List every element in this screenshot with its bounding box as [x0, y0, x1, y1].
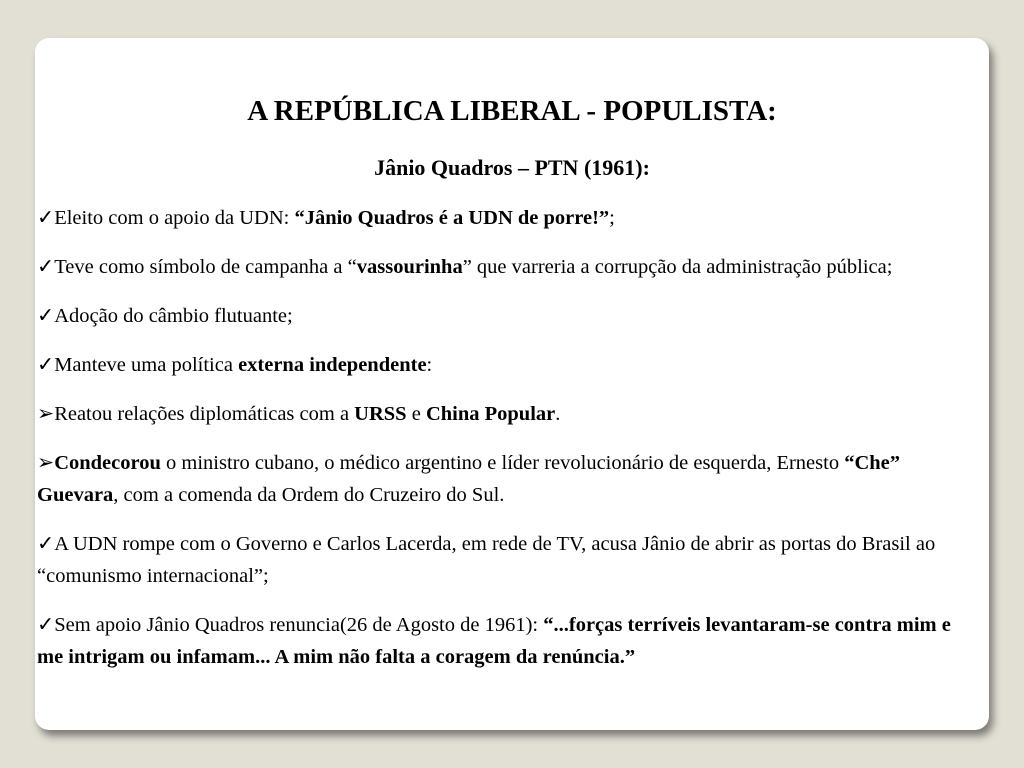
slide-title: A REPÚBLICA LIBERAL - POPULISTA:	[247, 95, 777, 127]
slide	[35, 38, 989, 730]
check-icon: ✓	[37, 305, 55, 327]
list-item: ✓Sem apoio Jânio Quadros renuncia(26 de Agosto de 1961): “...forças terríveis levantaram-se contra mim e me intrigam ou infamam... A mim não falta a coragem da renúncia.”	[37, 614, 951, 668]
list-item: ✓Manteve uma política externa independente:	[37, 354, 433, 376]
bullet-list	[37, 202, 977, 690]
list-item: ✓A UDN rompe com o Governo e Carlos Lacerda, em rede de TV, acusa Jânio de abrir as portas do Brasil ao “comunismo internacional”;	[37, 533, 936, 587]
arrow-icon: ➢	[37, 452, 55, 474]
list-item: ✓Adoção do câmbio flutuante;	[37, 305, 293, 327]
check-icon: ✓	[37, 354, 55, 376]
sub-list-item: ➢Condecorou o ministro cubano, o médico argentino e líder revolucionário de esquerda, Ernesto “Che” Guevara, com a comenda da Ordem do Cruzeiro do Sul.	[37, 452, 901, 506]
check-icon: ✓	[37, 207, 55, 229]
list-item: ✓Eleito com o apoio da UDN: “Jânio Quadros é a UDN de porre!”;	[37, 207, 615, 229]
check-icon: ✓	[37, 533, 55, 555]
list-item: ✓Teve como símbolo de campanha a “vassourinha” que varreria a corrupção da administração pública;	[37, 256, 893, 278]
check-icon: ✓	[37, 614, 55, 636]
sub-list-item: ➢Reatou relações diplomáticas com a URSS e China Popular.	[37, 403, 561, 425]
arrow-icon: ➢	[37, 403, 55, 425]
check-icon: ✓	[37, 256, 55, 278]
slide-subtitle: Jânio Quadros – PTN (1961):	[374, 155, 650, 180]
